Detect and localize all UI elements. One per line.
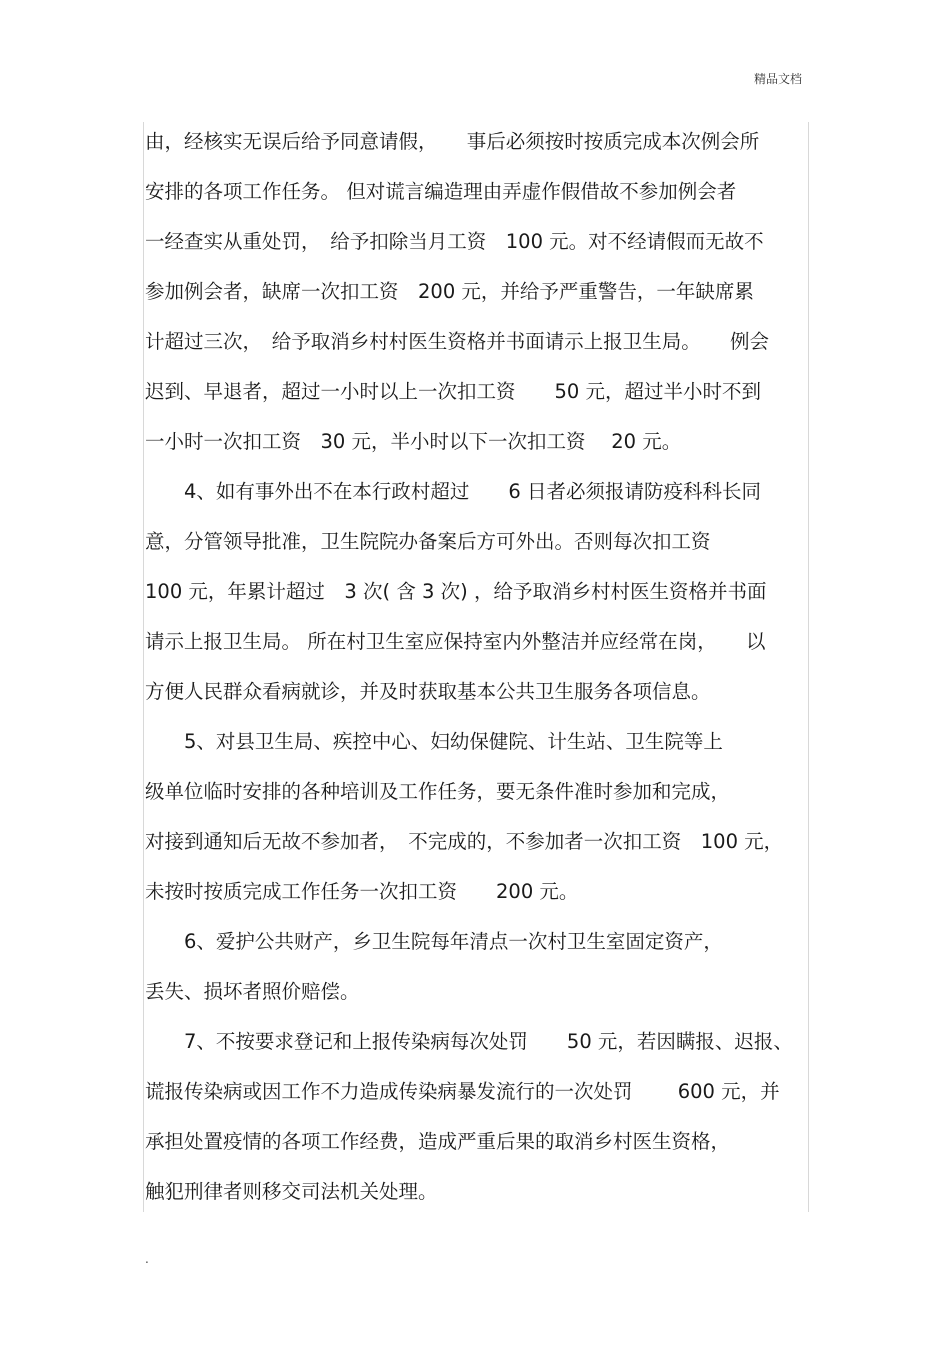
text-line: 参加例会者，缺席一次扣工资 200 元，并给予严重警告，一年缺席累 — [145, 280, 754, 303]
text-line: 意，分管领导批准，卫生院院办备案后方可外出。否则每次扣工资 — [145, 530, 711, 553]
text-line: 6、爱护公共财产，乡卫生院每年清点一次村卫生室固定资产， — [145, 930, 723, 953]
footer-mark: . — [145, 1252, 149, 1266]
text-line: 安排的各项工作任务。 但对谎言编造理由弄虚作假借故不参加例会者 — [145, 180, 737, 203]
text-line: 4、如有事外出不在本行政村超过 6 日者必须报请防疫科科长同 — [145, 480, 762, 503]
text-line: 迟到、早退者，超过一小时以上一次扣工资 50 元，超过半小时不到 — [145, 380, 762, 403]
text-line: 方便人民群众看病就诊，并及时获取基本公共卫生服务各项信息。 — [145, 680, 711, 703]
text-line: 一经查实从重处罚， 给予扣除当月工资 100 元。对不经请假而无故不 — [145, 230, 764, 253]
text-line: 级单位临时安排的各种培训及工作任务，要无条件准时参加和完成， — [145, 780, 731, 803]
text-line: 由，经核实无误后给予同意请假， 事后必须按时按质完成本次例会所 — [145, 130, 760, 153]
text-line: 承担处置疫情的各项工作经费，造成严重后果的取消乡村医生资格， — [145, 1130, 731, 1153]
text-line: 7、不按要求登记和上报传染病每次处罚 50 元，若因瞒报、迟报、 — [145, 1030, 793, 1053]
text-line: 对接到通知后无故不参加者， 不完成的，不参加者一次扣工资 100 元， — [145, 830, 784, 853]
text-line: 触犯刑律者则移交司法机关处理。 — [145, 1180, 438, 1203]
text-line: 丢失、损坏者照价赔偿。 — [145, 980, 360, 1003]
text-line: 一小时一次扣工资 30 元，半小时以下一次扣工资 20 元。 — [145, 430, 682, 453]
text-line: 未按时按质完成工作任务一次扣工资 200 元。 — [145, 880, 579, 903]
text-line: 谎报传染病或因工作不力造成传染病暴发流行的一次处罚 600 元，并 — [145, 1080, 780, 1103]
text-line: 5、对县卫生局、疾控中心、妇幼保健院、计生站、卫生院等上 — [145, 730, 723, 753]
text-line: 100 元，年累计超过 3 次( 含 3 次) ，给予取消乡村村医生资格并书面 — [145, 580, 767, 603]
text-line: 计超过三次， 给予取消乡村村医生资格并书面请示上报卫生局。 例会 — [145, 330, 770, 353]
text-line: 请示上报卫生局。 所在村卫生室应保持室内外整洁并应经常在岗， 以 — [145, 630, 766, 653]
page-header-label: 精品文档 — [753, 72, 802, 86]
